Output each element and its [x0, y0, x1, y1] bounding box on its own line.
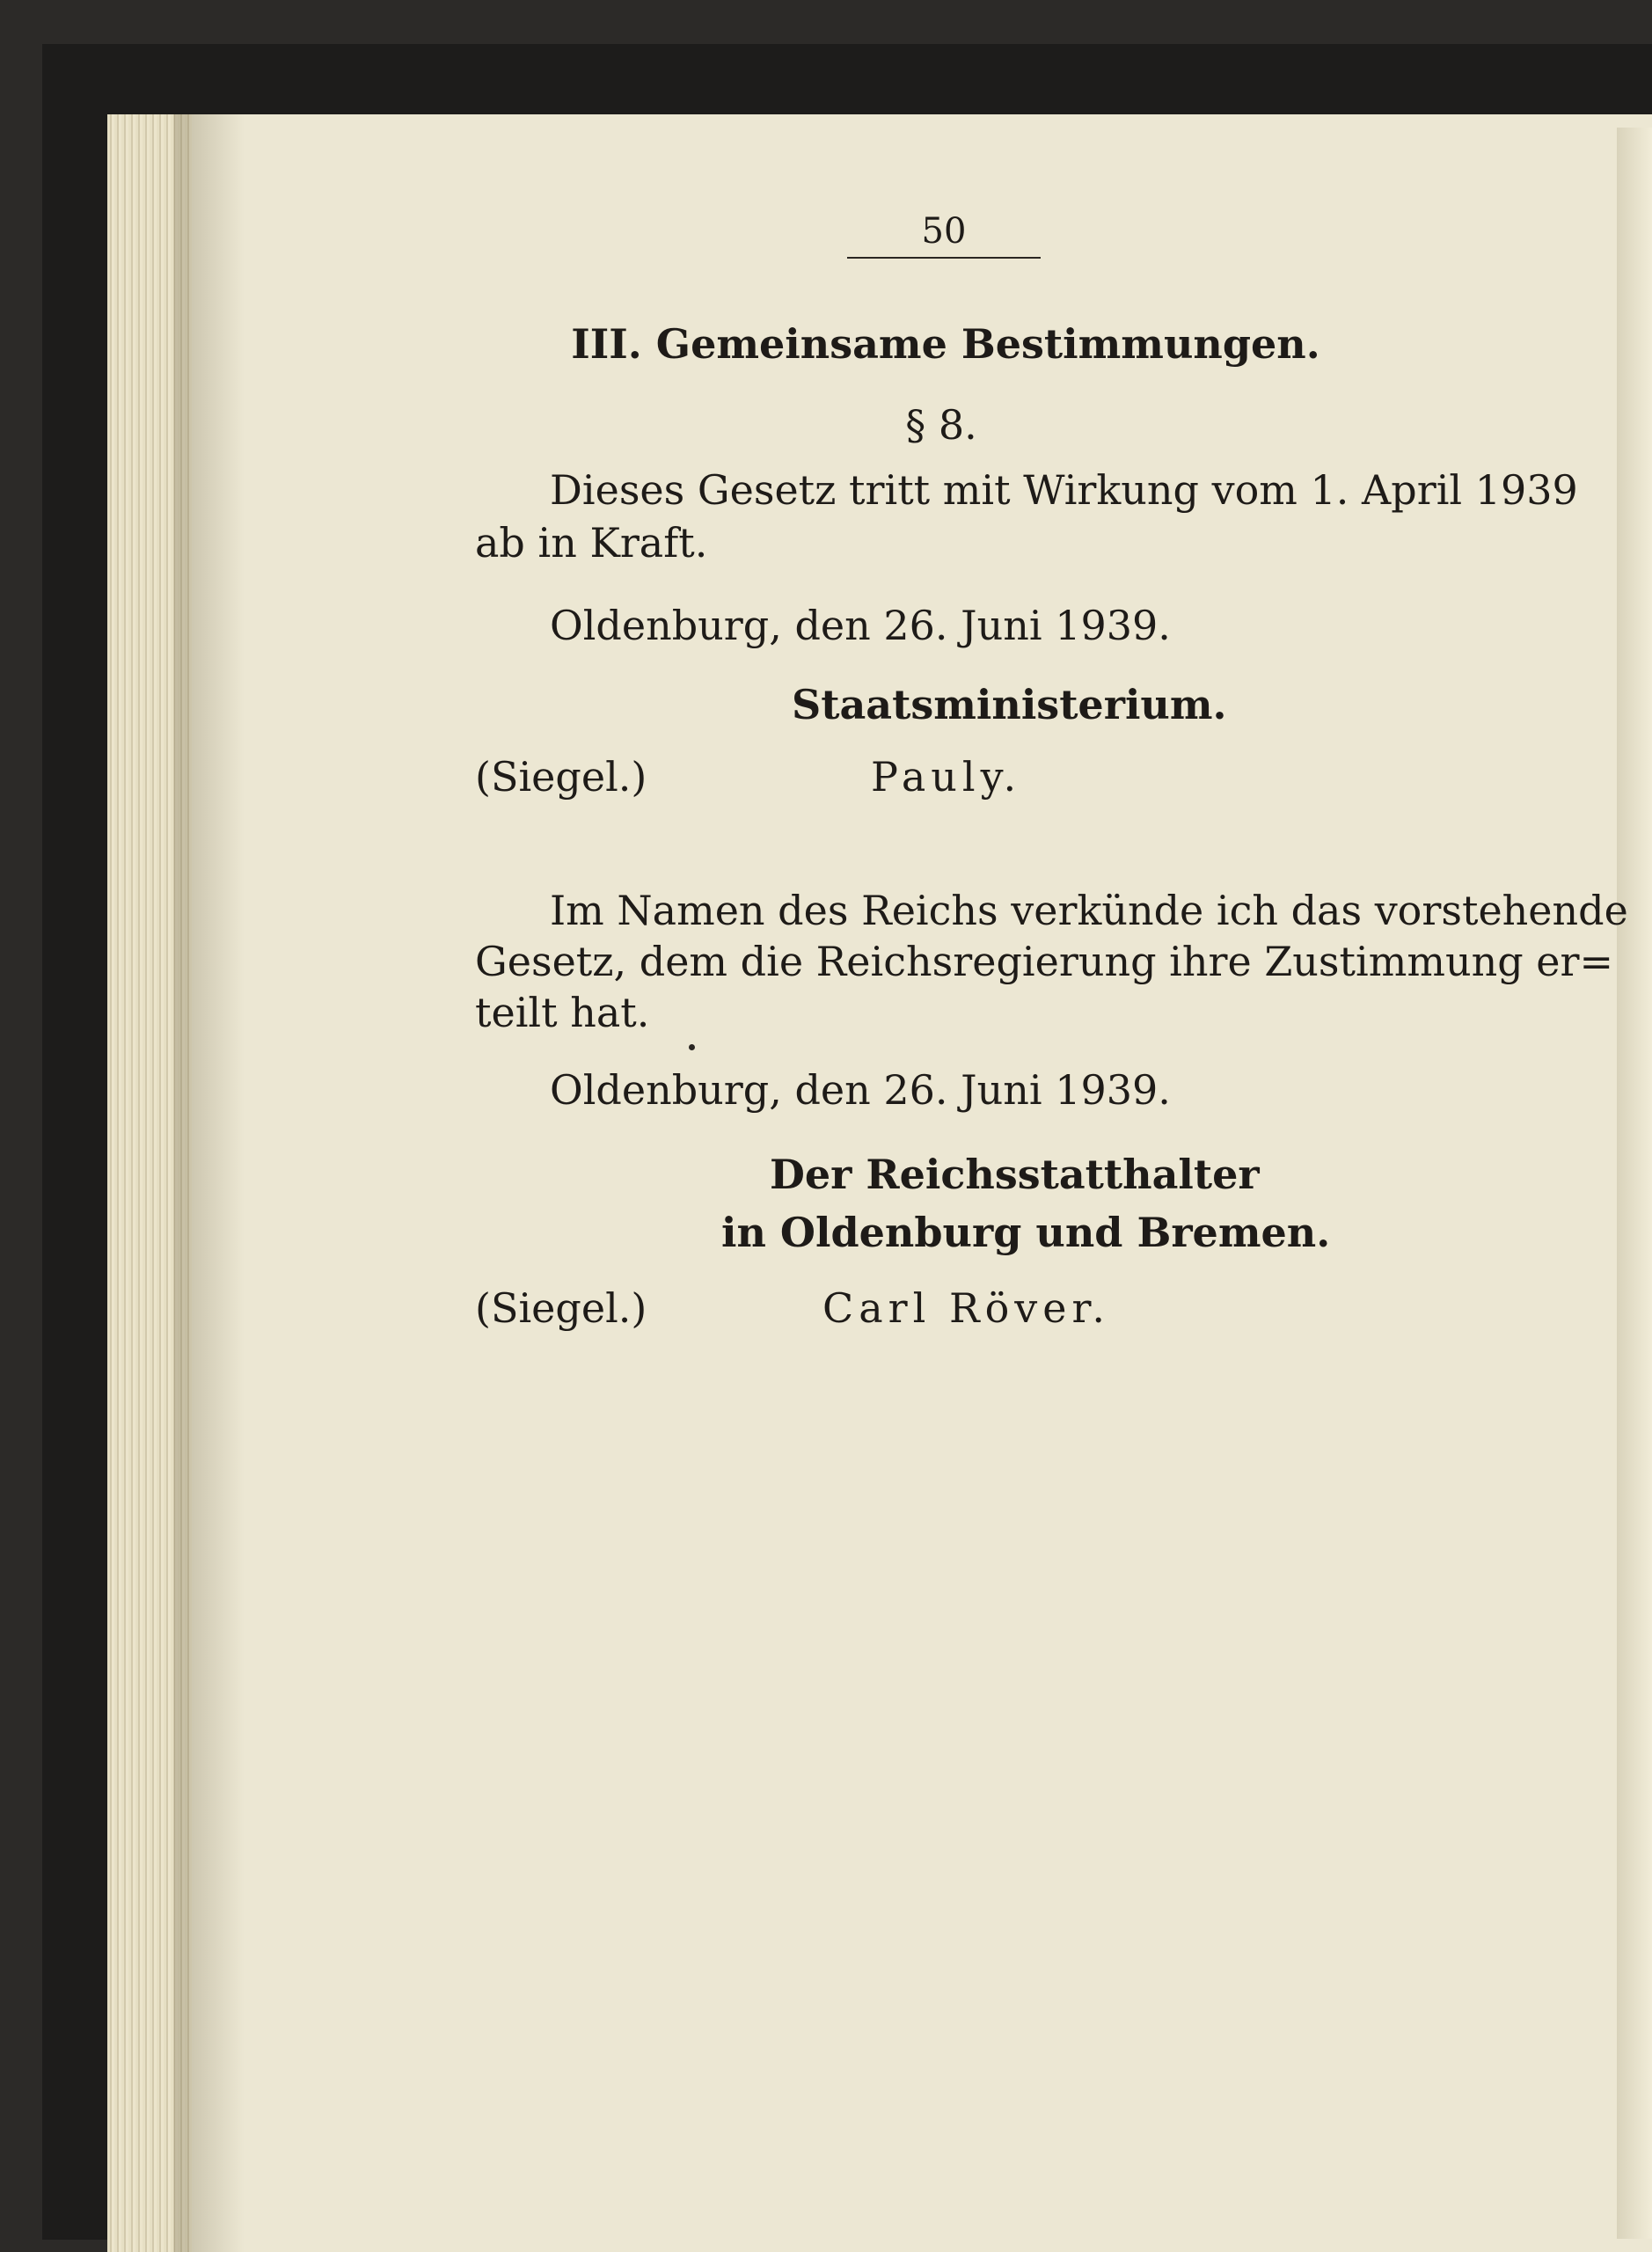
paragraph-number: § 8.: [905, 401, 977, 449]
gutter-shadow: [174, 114, 245, 2252]
place-date-1: Oldenburg, den 26. Juni 1939.: [550, 602, 1171, 649]
page-number: 50: [921, 211, 967, 252]
signature-2: Carl Röver.: [822, 1284, 1111, 1332]
place-date-2: Oldenburg, den 26. Juni 1939.: [550, 1066, 1171, 1114]
governor-title: Der Reichsstatthalter: [770, 1151, 1260, 1198]
section-heading: III. Gemeinsame Bestimmungen.: [571, 320, 1320, 368]
ink-dot: [689, 1044, 695, 1050]
ministry-name: Staatsministerium.: [792, 681, 1227, 728]
promulgation-line-3: teilt hat.: [475, 989, 650, 1036]
effective-line-2: ab in Kraft.: [475, 519, 708, 567]
seal-1: (Siegel.): [475, 753, 647, 801]
seal-2: (Siegel.): [475, 1284, 647, 1332]
governor-region: in Oldenburg und Bremen.: [721, 1209, 1331, 1256]
book-cover: [42, 44, 1652, 2240]
right-page-edge: [1617, 128, 1652, 2239]
signature-1: Pauly.: [871, 753, 1022, 801]
promulgation-line-1: Im Namen des Reichs verkünde ich das vorstehende: [550, 887, 1628, 934]
effective-line-1: Dieses Gesetz tritt mit Wirkung vom 1. April 1939: [550, 466, 1578, 514]
promulgation-line-2: Gesetz, dem die Reichsregierung ihre Zustimmung er=: [475, 938, 1614, 985]
page-number-rule: [847, 257, 1041, 259]
